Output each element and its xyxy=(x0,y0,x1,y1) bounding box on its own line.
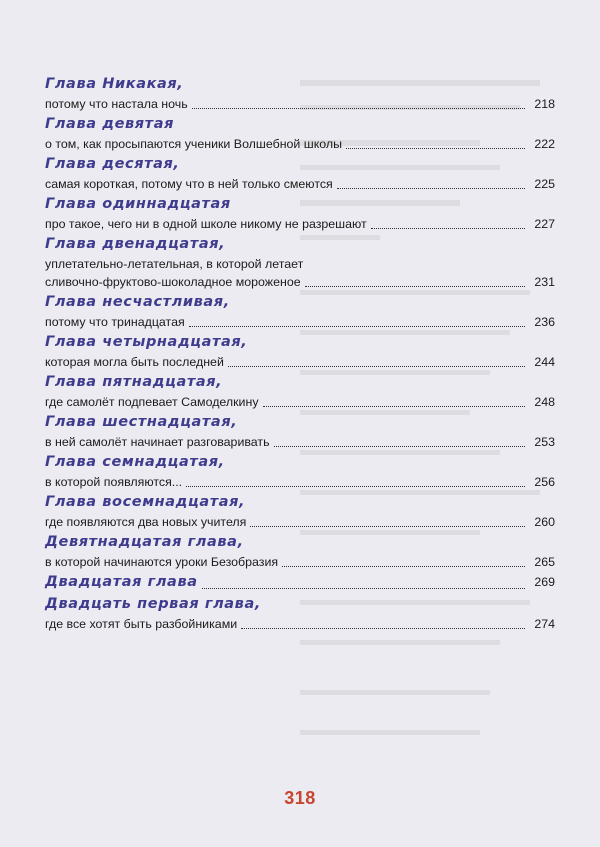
leader-dots xyxy=(241,628,525,629)
chapter-description: где появляются два новых учителя xyxy=(45,515,247,529)
toc-entry-15[interactable] xyxy=(45,371,555,411)
chapter-description: сливочно-фруктово-шоколадное мороженое xyxy=(45,275,301,289)
chapter-description: где все хотят быть разбойниками xyxy=(45,617,238,631)
toc-entry-17[interactable] xyxy=(45,451,555,491)
leader-dots xyxy=(202,588,525,589)
leader-dots xyxy=(189,326,525,327)
chapter-description: где самолёт подпевает Самоделкину xyxy=(45,395,259,409)
toc-entry-9[interactable] xyxy=(45,113,555,153)
chapter-title: Глава четырнадцатая, xyxy=(45,334,248,350)
chapter-line xyxy=(45,553,555,571)
chapter-line xyxy=(45,473,555,491)
leader-dots xyxy=(228,366,525,367)
chapter-description: потому что настала ночь xyxy=(45,97,188,111)
chapter-line xyxy=(45,313,555,331)
chapter-title: Глава Никакая, xyxy=(45,76,184,92)
leader-dots xyxy=(192,108,525,109)
page-ref: 248 xyxy=(534,395,555,409)
chapter-line xyxy=(45,175,555,193)
leader-dots xyxy=(274,446,525,447)
leader-dots xyxy=(346,148,525,149)
page-ref: 265 xyxy=(534,555,555,569)
table-of-contents xyxy=(45,73,555,633)
toc-entry-14[interactable] xyxy=(45,331,555,371)
toc-entry-16[interactable] xyxy=(45,411,555,451)
chapter-line xyxy=(45,353,555,371)
chapter-description: в ней самолёт начинает разговаривать xyxy=(45,435,270,449)
leader-dots xyxy=(282,566,525,567)
chapter-title: Девятнадцатая глава, xyxy=(45,534,244,550)
chapter-description: самая короткая, потому что в ней только смеются xyxy=(45,177,333,191)
toc-entry-20[interactable] xyxy=(45,571,555,593)
chapter-line xyxy=(45,571,555,593)
page-ref: 260 xyxy=(534,515,555,529)
chapter-title: Двадцать первая глава, xyxy=(45,596,261,612)
chapter-line xyxy=(45,433,555,451)
toc-entry-8[interactable] xyxy=(45,73,555,113)
toc-entry-12[interactable] xyxy=(45,233,555,291)
toc-entry-21[interactable] xyxy=(45,593,555,633)
chapter-description: которая могла быть последней xyxy=(45,355,224,369)
chapter-line xyxy=(45,255,555,273)
chapter-title: Глава девятая xyxy=(45,116,174,132)
chapter-title: Глава семнадцатая, xyxy=(45,454,225,470)
page-ref: 222 xyxy=(534,137,555,151)
page-ref: 231 xyxy=(534,275,555,289)
chapter-title: Глава несчастливая, xyxy=(45,294,230,310)
chapter-description: про такое, чего ни в одной школе никому не разрешают xyxy=(45,217,367,231)
page-ref: 274 xyxy=(534,617,555,631)
chapter-description: в которой начинаются уроки Безобразия xyxy=(45,555,279,569)
page-ref: 218 xyxy=(534,97,555,111)
page-ref: 227 xyxy=(534,217,555,231)
chapter-title: Глава восемнадцатая, xyxy=(45,494,246,510)
chapter-description: уплетательно-летательная, в которой летает xyxy=(45,257,304,271)
chapter-title: Глава шестнадцатая, xyxy=(45,414,238,430)
chapter-title: Глава двенадцатая, xyxy=(45,236,226,252)
chapter-line xyxy=(45,393,555,411)
page-ref: 236 xyxy=(534,315,555,329)
leader-dots xyxy=(263,406,525,407)
toc-entry-18[interactable] xyxy=(45,491,555,531)
chapter-title: Глава десятая, xyxy=(45,156,180,172)
page-ref: 244 xyxy=(534,355,555,369)
page-ref: 269 xyxy=(534,575,555,589)
page-ref: 225 xyxy=(534,177,555,191)
chapter-line xyxy=(45,95,555,113)
chapter-title: Глава пятнадцатая, xyxy=(45,374,223,390)
chapter-title: Двадцатая глава xyxy=(45,574,198,590)
page-ref: 253 xyxy=(534,435,555,449)
chapter-line xyxy=(45,215,555,233)
leader-dots xyxy=(186,486,525,487)
chapter-description: потому что тринадцатая xyxy=(45,315,185,329)
page-number: 318 xyxy=(284,788,316,808)
leader-dots xyxy=(337,188,525,189)
page-ref: 256 xyxy=(534,475,555,489)
leader-dots xyxy=(250,526,525,527)
chapter-description: о том, как просыпаются ученики Волшебной школы xyxy=(45,137,343,151)
leader-dots xyxy=(305,286,525,287)
chapter-line xyxy=(45,513,555,531)
toc-entry-11[interactable] xyxy=(45,193,555,233)
toc-entry-10[interactable] xyxy=(45,153,555,193)
chapter-line xyxy=(45,273,555,291)
chapter-line xyxy=(45,135,555,153)
chapter-description: в которой появляются... xyxy=(45,475,183,489)
toc-entry-19[interactable] xyxy=(45,531,555,571)
chapter-title: Глава одиннадцатая xyxy=(45,196,231,212)
toc-entry-13[interactable] xyxy=(45,291,555,331)
leader-dots xyxy=(371,228,525,229)
chapter-line xyxy=(45,615,555,633)
